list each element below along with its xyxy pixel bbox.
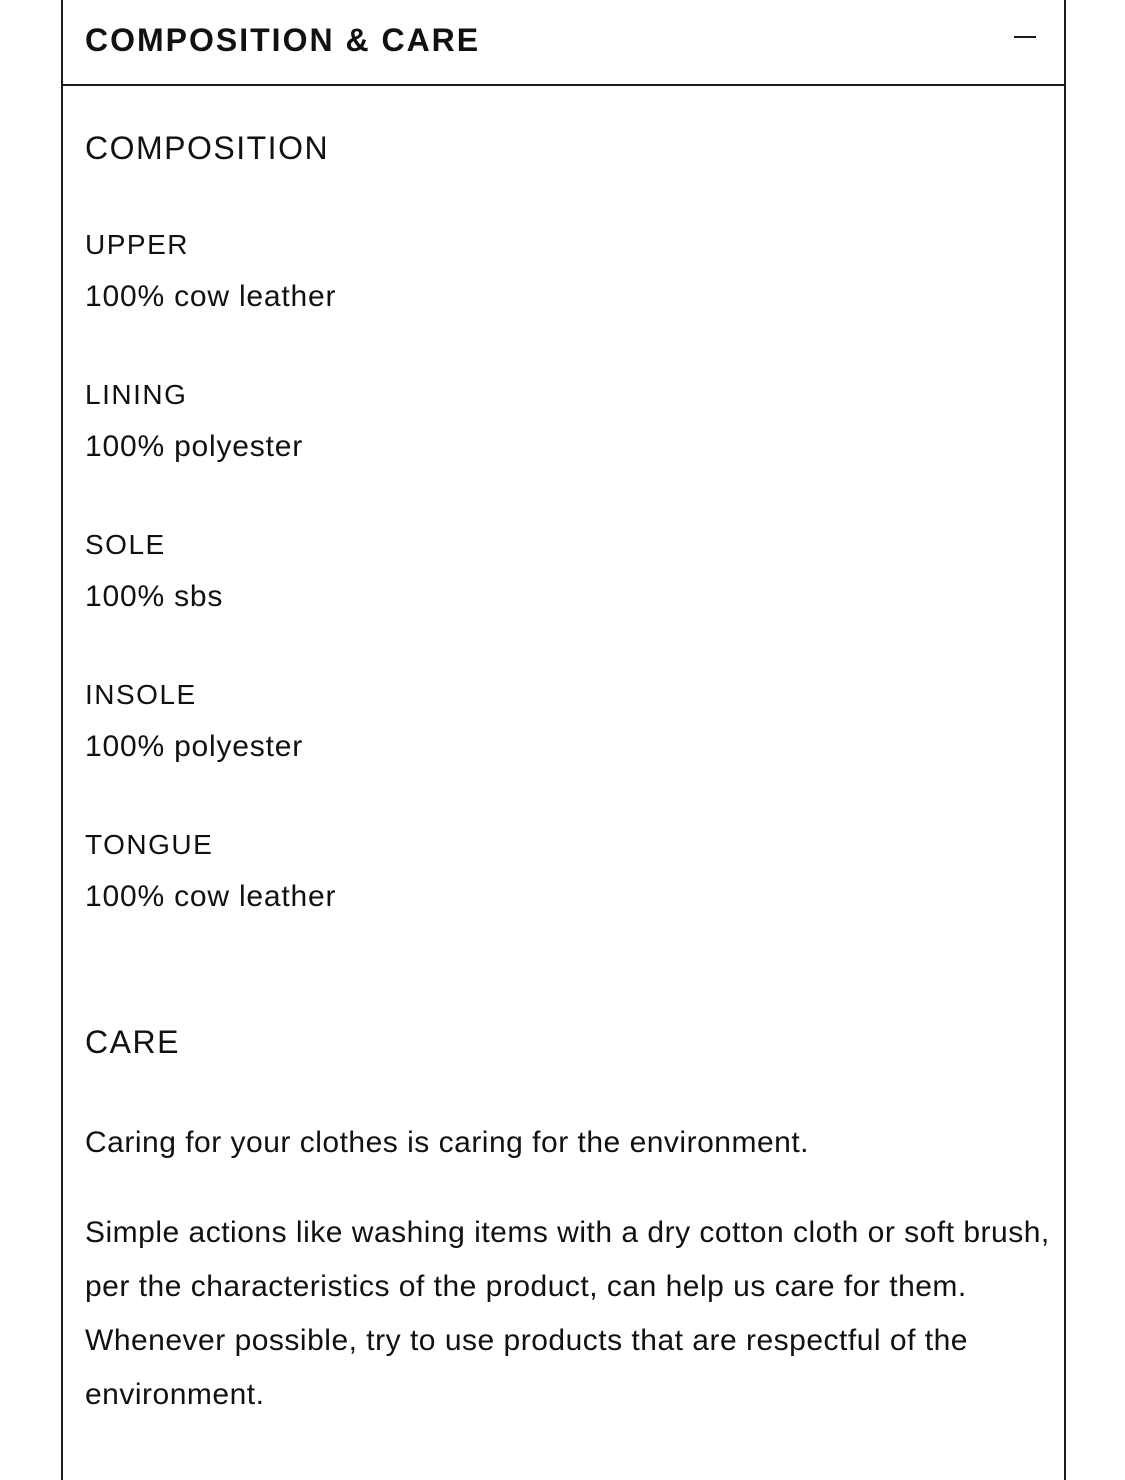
part-value-sole: 100% sbs — [85, 580, 224, 613]
collapse-button[interactable] — [1008, 22, 1042, 52]
care-heading: CARE — [85, 1024, 180, 1060]
part-label-upper: UPPER — [85, 229, 189, 260]
part-label-sole: SOLE — [85, 529, 166, 560]
part-value-insole: 100% polyester — [85, 730, 303, 763]
care-intro: Caring for your clothes is caring for the environment. — [85, 1126, 809, 1159]
part-value-tongue: 100% cow leather — [85, 880, 337, 913]
composition-heading: COMPOSITION — [85, 130, 330, 166]
part-label-tongue: TONGUE — [85, 829, 214, 860]
part-label-insole: INSOLE — [85, 679, 197, 710]
care-body: Simple actions like washing items with a dry cotton cloth or soft brush, per the characteristics of the product, can help us care for them. Whenever possible, try to use products that are respectful of the environment. — [85, 1216, 1050, 1411]
part-value-lining: 100% polyester — [85, 430, 303, 463]
part-label-lining: LINING — [85, 379, 188, 410]
accordion-header[interactable] — [63, 0, 1064, 86]
accordion-title: COMPOSITION & CARE — [85, 22, 481, 58]
composition-care-accordion — [61, 0, 1066, 1480]
part-value-upper: 100% cow leather — [85, 280, 337, 313]
minus-icon — [1014, 36, 1036, 38]
